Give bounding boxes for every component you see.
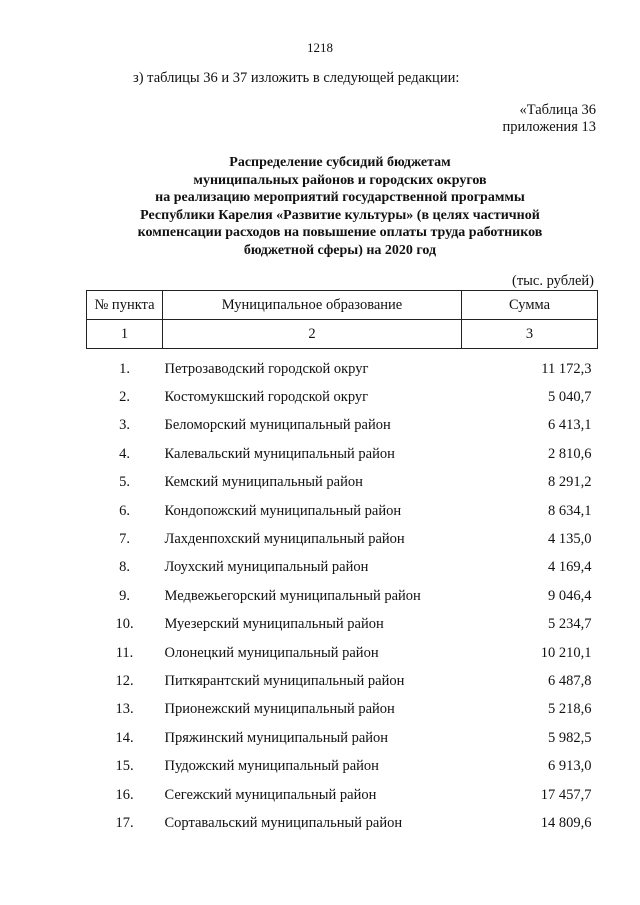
title-line: Республики Карелия «Развитие культуры» (в целях частичной [140, 207, 540, 223]
header-number-cell: 3 [462, 320, 598, 349]
municipality-cell: Олонецкий муниципальный район [164, 644, 379, 661]
table-row [87, 611, 598, 639]
table-row [87, 525, 598, 553]
municipality-cell: Пряжинский муниципальный район [164, 729, 389, 746]
document-title [70, 154, 610, 260]
sum-cell: 11 172,3 [541, 360, 592, 377]
header-cell-number: № пункта [87, 291, 163, 320]
table-row [87, 383, 598, 411]
sum-cell: 9 046,4 [548, 587, 592, 604]
row-number-cell: 7. [119, 531, 130, 548]
intro-text: з) таблицы 36 и 37 изложить в следующей редакции: [133, 70, 460, 86]
table-row [87, 724, 598, 752]
row-number-cell: 2. [119, 389, 130, 406]
municipality-cell: Пудожский муниципальный район [164, 758, 379, 775]
table-row [87, 667, 598, 695]
municipality-cell: Медвежьегорский муниципальный район [164, 587, 421, 604]
municipality-cell: Прионежский муниципальный район [164, 701, 395, 718]
sum-cell: 5 218,6 [548, 701, 592, 718]
header-numbering-row [87, 320, 598, 349]
row-number-cell: 3. [119, 417, 130, 434]
sum-cell: 6 913,0 [548, 758, 592, 775]
municipality-cell: Кемский муниципальный район [164, 474, 363, 491]
row-number-cell: 8. [119, 559, 130, 576]
header-row [87, 291, 598, 320]
title-line: муниципальных районов и городских округов [193, 172, 487, 188]
annex-table-label: «Таблица 36 [519, 102, 596, 118]
row-number-cell: 1. [119, 360, 130, 377]
sum-cell: 4 135,0 [548, 531, 592, 548]
municipality-cell: Костомукшский городской округ [164, 389, 369, 406]
municipality-cell: Беломорский муниципальный район [164, 417, 391, 434]
sum-cell: 5 234,7 [548, 616, 592, 633]
table-row [87, 412, 598, 440]
title-line: Распределение субсидий бюджетам [229, 155, 451, 170]
row-number-cell: 12. [115, 672, 134, 689]
header-number-cell: 2 [163, 320, 462, 349]
sum-cell: 17 457,7 [540, 786, 592, 803]
sum-cell: 6 487,8 [548, 672, 592, 689]
title-line: компенсации расходов на повышение оплаты труда работников [137, 225, 543, 241]
annex-appendix-label: приложения 13 [502, 119, 596, 135]
title-line: бюджетной сферы) на 2020 год [243, 242, 437, 258]
sum-cell: 4 169,4 [548, 559, 592, 576]
table-row [87, 469, 598, 497]
municipality-cell: Калевальский муниципальный район [164, 445, 395, 462]
table-row [87, 349, 598, 384]
table-body [87, 349, 598, 838]
table-row [87, 582, 598, 610]
row-number-cell: 10. [115, 616, 134, 633]
title-line: на реализацию мероприятий государственной программы [155, 190, 525, 206]
row-number-cell: 4. [119, 445, 130, 462]
sum-cell: 5 982,5 [548, 729, 592, 746]
row-number-cell: 14. [115, 729, 134, 746]
sum-cell: 8 634,1 [548, 502, 592, 519]
row-number-cell: 9. [119, 587, 130, 604]
municipality-cell: Сортавальский муниципальный район [164, 814, 403, 831]
header-cell-municipality: Муниципальное образование [163, 291, 462, 320]
sum-cell: 14 809,6 [540, 814, 592, 831]
sum-cell: 2 810,6 [548, 445, 592, 462]
table-row [87, 554, 598, 582]
units-label: (тыс. рублей) [512, 273, 594, 289]
sum-cell: 8 291,2 [548, 474, 592, 491]
sum-cell: 6 413,1 [548, 417, 592, 434]
municipality-cell: Кондопожский муниципальный район [164, 502, 402, 519]
table-row [87, 781, 598, 809]
row-number-cell: 5. [119, 474, 130, 491]
subsidy-table [86, 290, 598, 838]
municipality-cell: Муезерский муниципальный район [164, 616, 384, 633]
sum-cell: 10 210,1 [540, 644, 592, 661]
table-row [87, 752, 598, 780]
table-row [87, 809, 598, 837]
row-number-cell: 16. [115, 786, 134, 803]
municipality-cell: Лоухский муниципальный район [164, 559, 369, 576]
table-row [87, 440, 598, 468]
page-number: 1218 [307, 40, 333, 55]
sum-cell: 5 040,7 [548, 389, 592, 406]
row-number-cell: 17. [115, 814, 134, 831]
header-number-cell: 1 [87, 320, 163, 349]
annex-reference [503, 102, 596, 136]
municipality-cell: Петрозаводский городской округ [164, 360, 369, 377]
municipality-cell: Сегежский муниципальный район [164, 786, 377, 803]
table-row [87, 639, 598, 667]
table-row [87, 497, 598, 525]
header-cell-sum: Сумма [462, 291, 598, 320]
row-number-cell: 11. [115, 644, 134, 661]
row-number-cell: 6. [119, 502, 130, 519]
table-row [87, 696, 598, 724]
row-number-cell: 15. [115, 758, 134, 775]
row-number-cell: 13. [115, 701, 134, 718]
municipality-cell: Лахденпохский муниципальный район [164, 531, 405, 548]
table-header [87, 291, 598, 349]
municipality-cell: Питкярантский муниципальный район [164, 672, 405, 689]
